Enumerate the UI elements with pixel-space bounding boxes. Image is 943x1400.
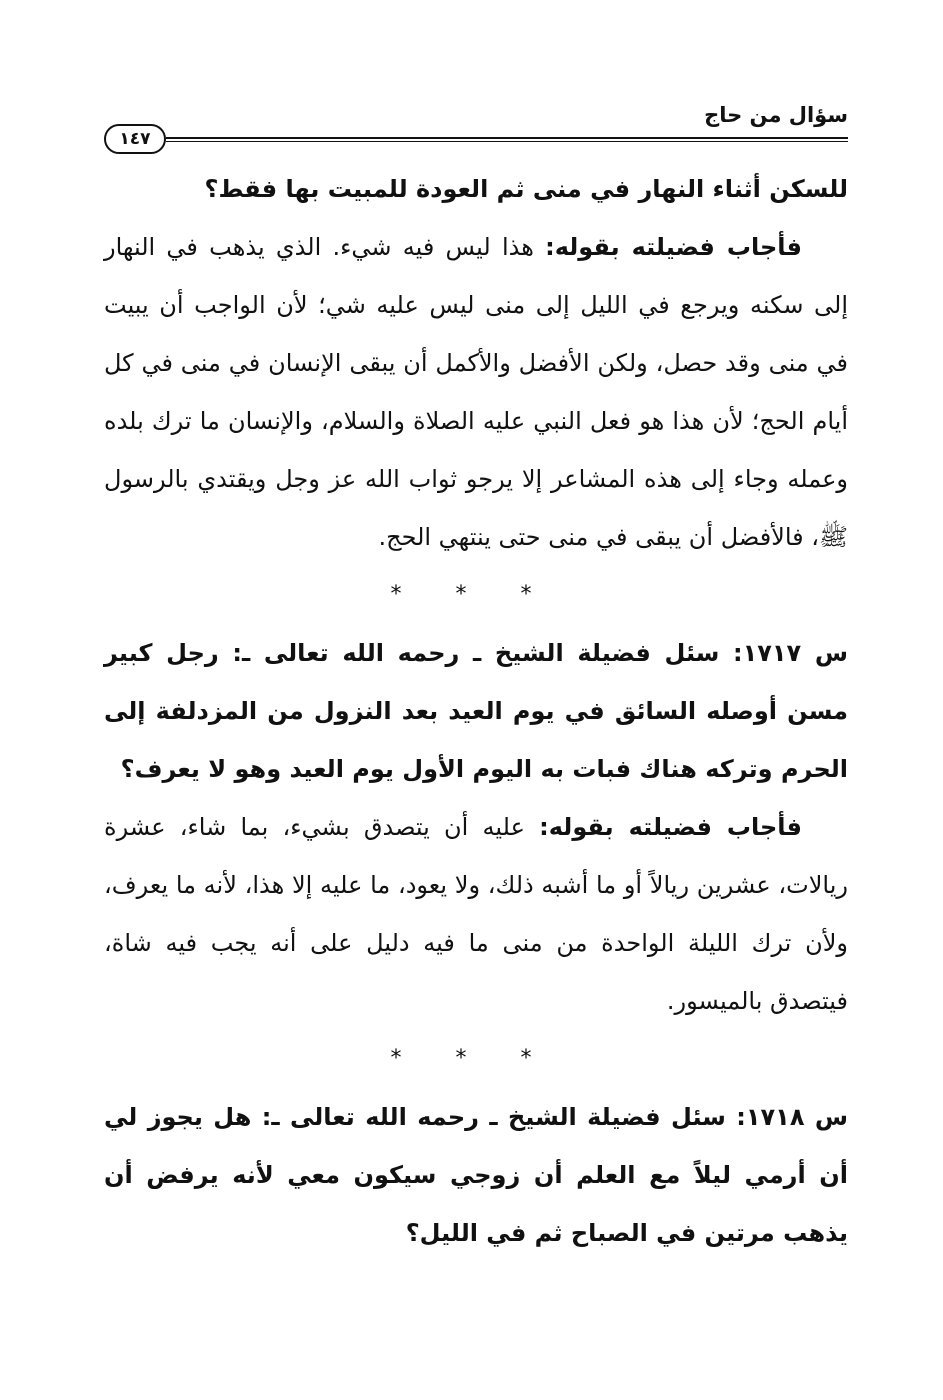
asterisk-icon: * [520,1046,562,1071]
answer-text: هذا ليس فيه شيء. الذي يذهب في النهار إلى سكنه ويرجع في الليل إلى منى ليس عليه شي؛ لأن الواجب أن يبيت في منى وقد حصل، ولكن الأفضل والأكمل أن يبقى الإنسان في منى في كل أيام الحج؛ لأن هذا هو فعل النبي عليه الصلاة والسلام، والإنسان ما ترك بلده وعمله وجاء إلى هذه المشاعر إلا يرجو ثواب الله عز وجل ويقتدي بالرسول ﷺ، فالأفضل أن يبقى في منى حتى ينتهي الحج. [104,233,848,551]
header-rule [166,137,848,139]
question-1718: س ١٧١٨: سئل فضيلة الشيخ ـ رحمه الله تعالى ـ: هل يجوز لي أن أرمي ليلاً مع العلم أن زوجي سيكون معي لأنه يرفض أن يذهب مرتين في الصباح ثم في الليل؟ [104,1103,848,1247]
header-rule-thin [166,141,848,142]
answer-text: عليه أن يتصدق بشيء، بما شاء، عشرة ريالات، عشرين ريالاً أو ما أشبه ذلك، ولا يعود، ما عليه إلا هذا، لأنه ما يعرف، ولأن ترك الليلة الواحدة من منى ما فيه دليل على أنه يجب فيه شاة، فيتصدق بالميسور. [104,813,848,1015]
asterisk-icon: * [390,582,432,607]
page-body [104,160,848,1262]
question-1717: س ١٧١٧: سئل فضيلة الشيخ ـ رحمه الله تعالى ـ: رجل كبير مسن أوصله السائق في يوم العيد بعد النزول من المزدلفة إلى الحرم وتركه هناك فبات به اليوم الأول يوم العيد وهو لا يعرف؟ [104,639,848,783]
page-header [104,96,848,156]
asterisk-icon: * [390,1046,432,1071]
page-number: ١٤٧ [104,124,166,154]
section-separator [104,1030,848,1088]
asterisk-icon: * [455,582,497,607]
answer-paragraph-1 [104,218,848,566]
answer-lead: فأجاب فضيلته بقوله: [539,813,803,841]
question-continuation: للسكن أثناء النهار في منى ثم العودة للمبيت بها فقط؟ [204,175,848,203]
answer-paragraph-2 [104,798,848,1030]
asterisk-icon: * [520,582,562,607]
answer-lead: فأجاب فضيلته بقوله: [545,233,802,261]
running-title: سؤال من حاج [704,103,848,127]
asterisk-icon: * [455,1046,497,1071]
section-separator [104,566,848,624]
